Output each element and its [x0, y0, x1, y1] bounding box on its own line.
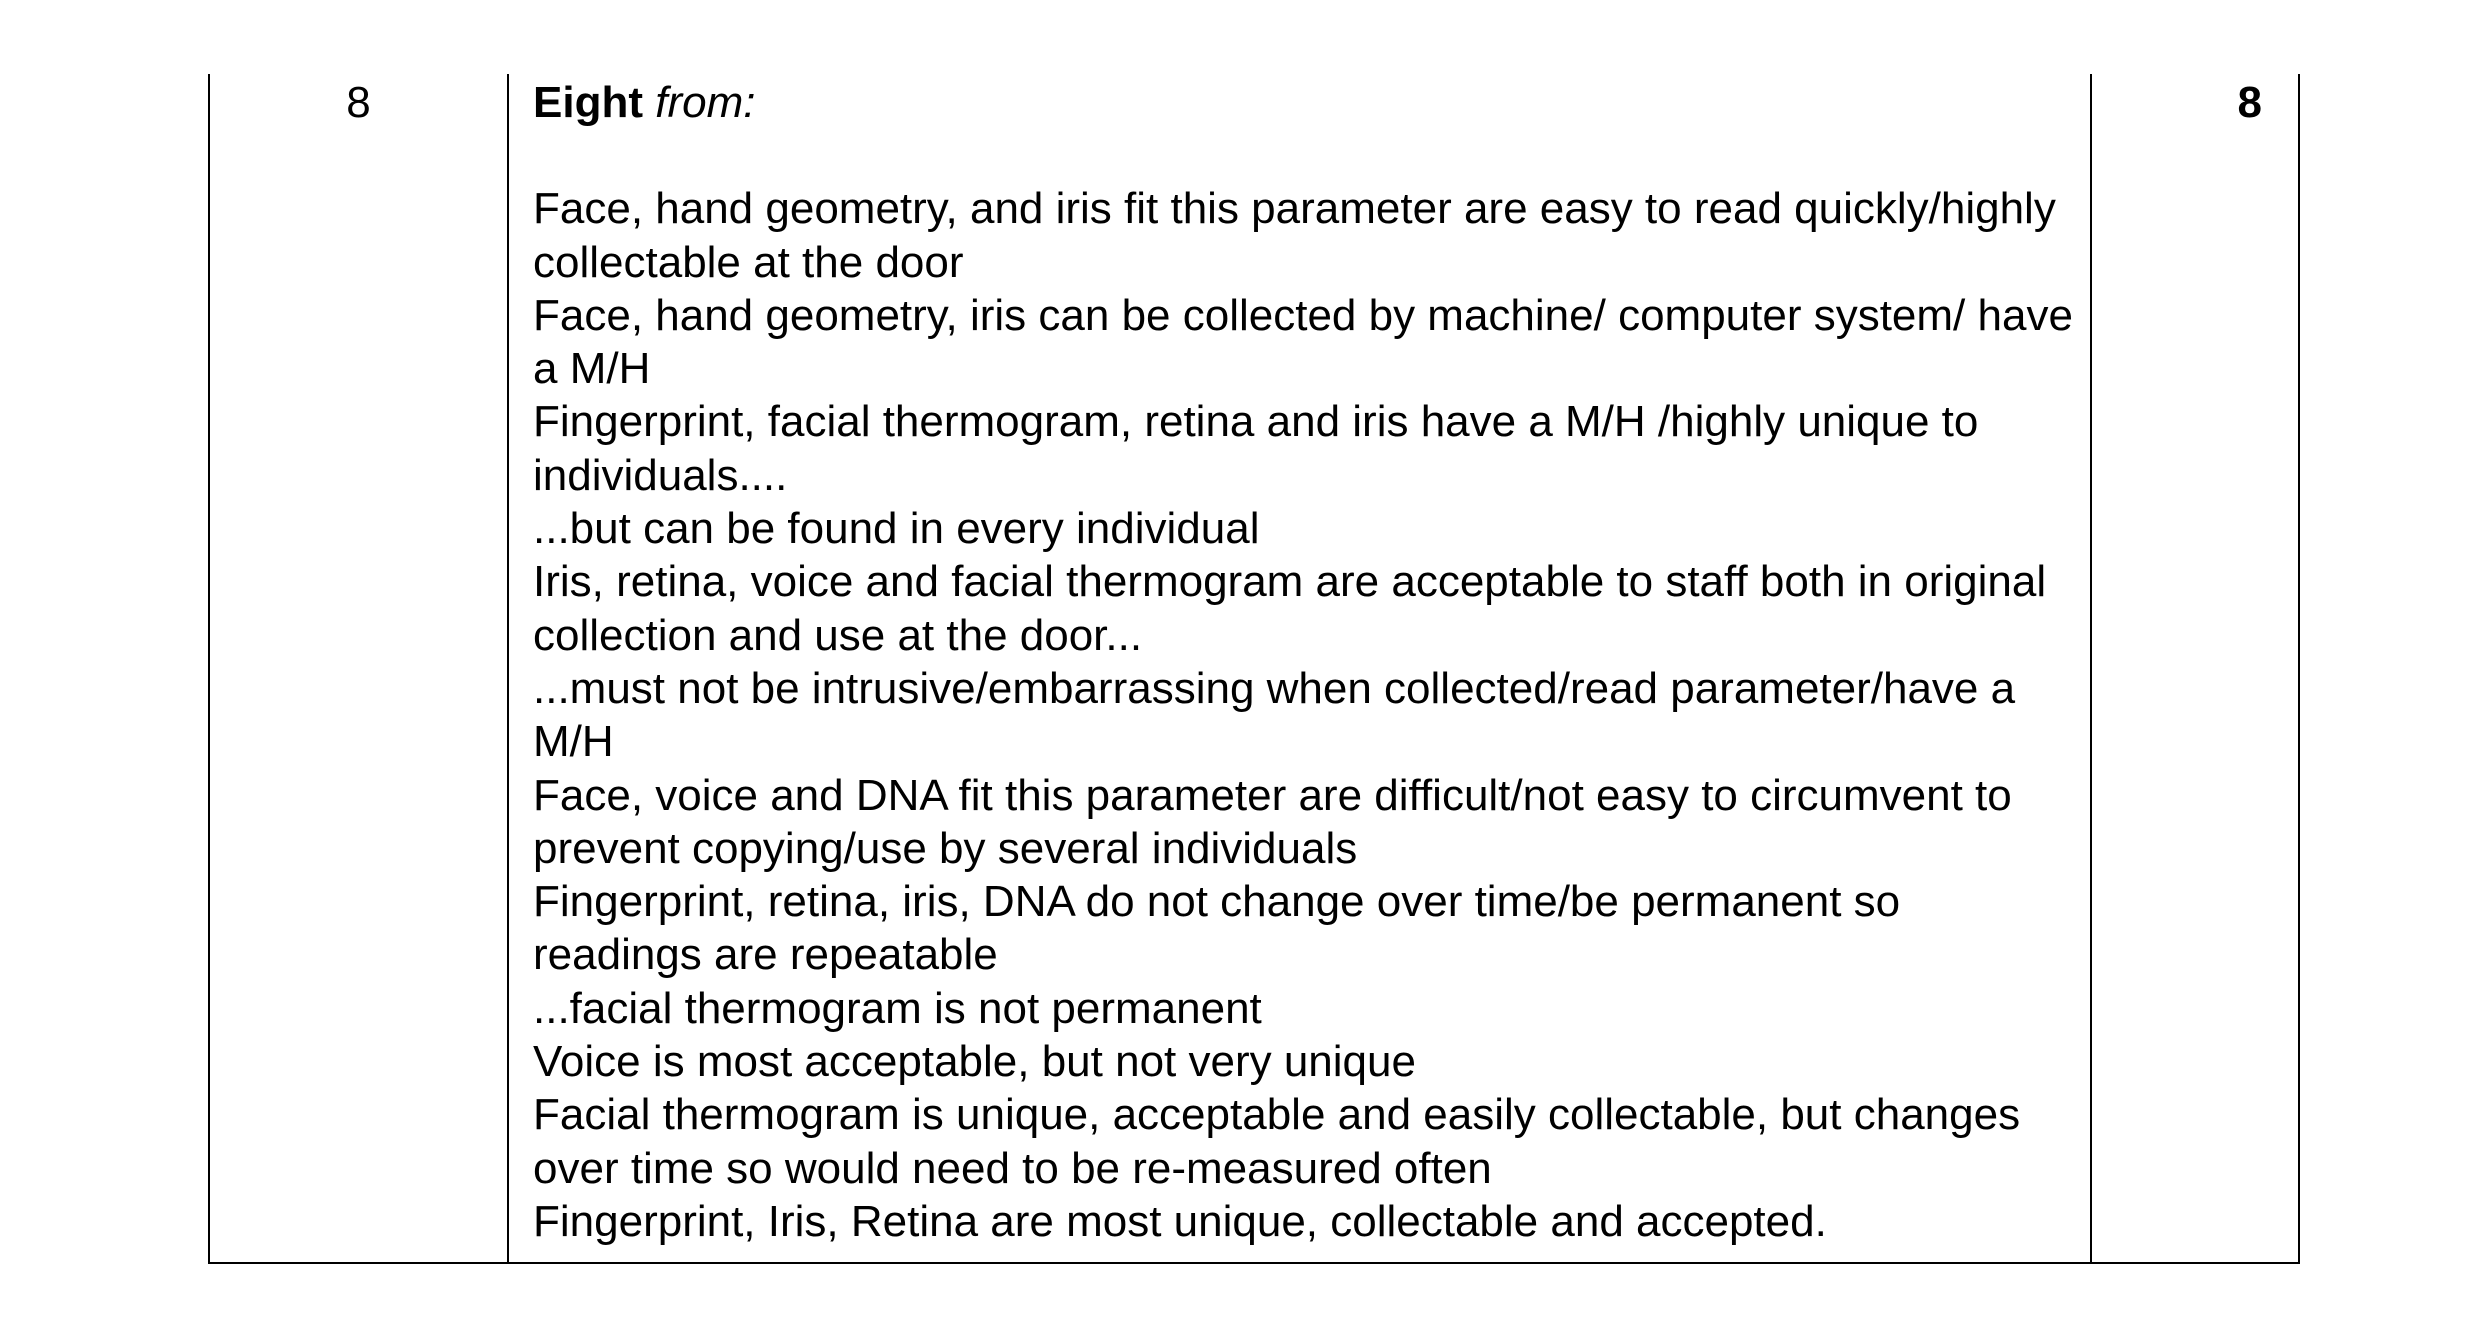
- answer-cell: [533, 74, 2078, 1248]
- marking-point: ...but can be found in every individual: [533, 504, 1260, 554]
- marking-point: Face, hand geometry, iris can be collected by machine/ computer system/ have a M/H: [533, 290, 2073, 394]
- marking-point: Voice is most acceptable, but not very unique: [533, 1037, 1416, 1087]
- marking-point: Iris, retina, voice and facial thermogram are acceptable to staff both in original collection and use at the door...: [533, 557, 2047, 660]
- marks-value: 8: [2237, 78, 2262, 127]
- column-divider-marks: [2090, 74, 2092, 1262]
- marking-point: ...must not be intrusive/embarrassing when collected/read parameter/have a M/H: [533, 663, 2016, 767]
- marking-point: Fingerprint, facial thermogram, retina and iris have a M/H /highly unique to individuals....: [533, 397, 1979, 500]
- marking-point: Fingerprint, retina, iris, DNA do not change over time/be permanent so readings are repeatable: [533, 877, 1901, 980]
- marking-point: Facial thermogram is unique, acceptable and easily collectable, but changes over time so would need to be re-measured often: [533, 1090, 2021, 1193]
- marking-points-list: [533, 182, 2078, 1248]
- answer-heading-italic: from:: [655, 78, 756, 127]
- answer-heading-bold: Eight: [533, 78, 643, 127]
- marking-point: Face, voice and DNA fit this parameter are difficult/not easy to circumvent to prevent copying/use by several individuals: [533, 770, 2012, 873]
- column-divider-question: [507, 74, 509, 1262]
- mark-scheme-table: [208, 74, 2300, 1264]
- question-number: 8: [346, 78, 371, 127]
- answer-heading: [533, 76, 2078, 129]
- marking-point: ...facial thermogram is not permanent: [533, 983, 1262, 1033]
- marking-point: Face, hand geometry, and iris fit this parameter are easy to read quickly/highly collectable at the door: [533, 184, 2056, 287]
- marks-cell: [2092, 74, 2262, 129]
- question-number-cell: [210, 74, 507, 129]
- marking-point: Fingerprint, Iris, Retina are most unique, collectable and accepted.: [533, 1196, 1827, 1246]
